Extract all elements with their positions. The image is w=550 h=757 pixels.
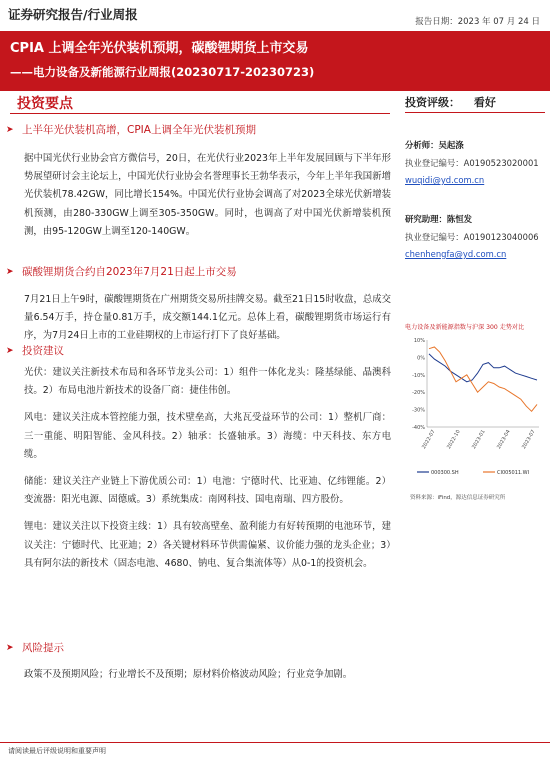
block-body-advice — [24, 364, 391, 582]
block-body-risk — [24, 666, 391, 684]
chart-source: 资料来源：iFind，源达信息证券研究所 — [410, 495, 506, 501]
analyst-name: 分析师：吴起涤 — [405, 140, 464, 150]
block-heading-lithium: ➤ 碳酸锂期货合约自2023年7月21日起上市交易 — [6, 266, 237, 278]
assistant-email-link[interactable]: chenhengfa@yd.com.cn — [405, 249, 507, 259]
block-heading-pv: ➤ 上半年光伏装机高增，CPIA上调全年光伏装机预期 — [6, 124, 256, 136]
x-tick-label: 2022-07 — [421, 429, 437, 451]
report-category: 证券研究报告/行业周报 — [8, 7, 138, 22]
paragraph: 7月21日上午9时，碳酸锂期货在广州期货交易所挂牌交易。截至21日15时收盘，总成交量6.54万手，持仓量0.81万手，成交额144.1亿元。总体上看，碳酸锂期货市场运行有序，为7月24日上市的工业硅期权的上市运行打下了良好基础。 — [24, 294, 391, 342]
block-body-lithium — [24, 291, 391, 346]
section-divider — [10, 113, 390, 114]
legend-label: 000300.SH — [431, 470, 459, 476]
arrow-right-icon: ➤ — [6, 266, 14, 277]
legend-label: CI005011.WI — [497, 470, 530, 476]
arrow-right-icon: ➤ — [6, 124, 14, 135]
chart-title: 电力设备及新能源指数与沪深 300 走势对比 — [405, 324, 525, 331]
paragraph: 据中国光伏行业协会官方微信号，20日，在光伏行业2023年上半年发展回顾与下半年形势展望研讨会主论坛上，中国光伏行业协会名誉理事长王勃华表示，今年上半年我国新增光伏装机78.42GW，同比增长154%。中国光伏行业协会调高了对2023全球光伏新增装机预测，由280-330GW上调至305-350GW。同时，也调高了对中国光伏新增装机预测，由95-120GW上调至120-140GW。 — [24, 153, 391, 237]
y-tick-label: -10% — [412, 372, 425, 379]
title-banner — [0, 31, 550, 91]
paragraph-wind: 风电：建议关注成本管控能力强，技术壁垒高，大兆瓦受益环节的公司：1）整机厂商：三一重能、明阳智能、金风科技。2）轴承：长盛轴承。3）海缆：中天科技、东方电缆。 — [24, 412, 391, 460]
y-tick-label: -30% — [412, 407, 425, 414]
x-tick-label: 2023-01 — [471, 429, 487, 451]
assistant-name: 研究助理：陈恒发 — [405, 214, 472, 224]
arrow-right-icon: ➤ — [6, 642, 14, 653]
report-date: 报告日期：2023 年 07 月 24 日 — [415, 17, 540, 27]
x-tick-label: 2022-10 — [446, 429, 462, 451]
series-line-1 — [429, 347, 537, 411]
block-heading-advice: ➤ 投资建议 — [6, 345, 64, 357]
report-title: CPIA 上调全年光伏装机预期，碳酸锂期货上市交易 — [10, 41, 309, 56]
paragraph: 政策不及预期风险；行业增长不及预期；原材料价格波动风险；行业竞争加剧。 — [24, 669, 353, 680]
rating-value: 看好 — [473, 96, 496, 109]
chart-canvas — [405, 332, 545, 482]
arrow-right-icon: ➤ — [6, 345, 14, 356]
index-comparison-chart — [405, 322, 545, 482]
x-tick-label: 2023-07 — [521, 429, 537, 451]
analyst-email-link[interactable]: wuqidi@yd.com.cn — [405, 175, 485, 185]
y-tick-label: -40% — [412, 425, 425, 431]
assistant-registration: 执业登记编号：A0190123040006 — [405, 232, 539, 242]
y-tick-label: 10% — [413, 338, 425, 344]
paragraph-battery: 锂电：建议关注以下投资主线：1）具有较高壁垒、盈利能力有好转预期的电池环节，建议关注：宁德时代、比亚迪；2）各关键材料环节供需偏紧、议价能力强的龙头企业；3）具有阿尔法的新技术（固态电池、4680、钠电、复合集流体等）从0-1的投资机会。 — [24, 521, 391, 569]
x-tick-label: 2023-04 — [496, 429, 512, 451]
report-subtitle: ——电力设备及新能源行业周报(20230717-20230723) — [10, 65, 315, 79]
y-tick-label: -20% — [412, 390, 425, 397]
rating-label: 投资评级： — [405, 96, 460, 109]
block-body-pv — [24, 150, 391, 241]
footer-divider — [0, 742, 550, 743]
block-heading-risk: ➤ 风险提示 — [6, 642, 64, 654]
rating — [405, 94, 496, 110]
section-title: 投资要点 — [17, 96, 73, 112]
y-tick-label: 0% — [417, 355, 425, 362]
rating-divider — [405, 112, 545, 113]
series-line-0 — [429, 354, 537, 382]
footer-disclaimer: 请阅读最后评级说明和重要声明 — [8, 747, 106, 755]
paragraph-pv: 光伏：建议关注新技术布局和各环节龙头公司：1）组件一体化龙头：隆基绿能、晶澳科技。2）布局电池片新技术的设备厂商：捷佳伟创。 — [24, 367, 391, 397]
analyst-registration: 执业登记编号：A0190523020001 — [405, 158, 539, 168]
paragraph-storage: 储能：建议关注产业链上下游优质公司：1）电池：宁德时代、比亚迪、亿纬锂能。2）变流器：阳光电源、固德威。3）系统集成：南网科技、国电南瑞、四方股份。 — [24, 476, 391, 506]
